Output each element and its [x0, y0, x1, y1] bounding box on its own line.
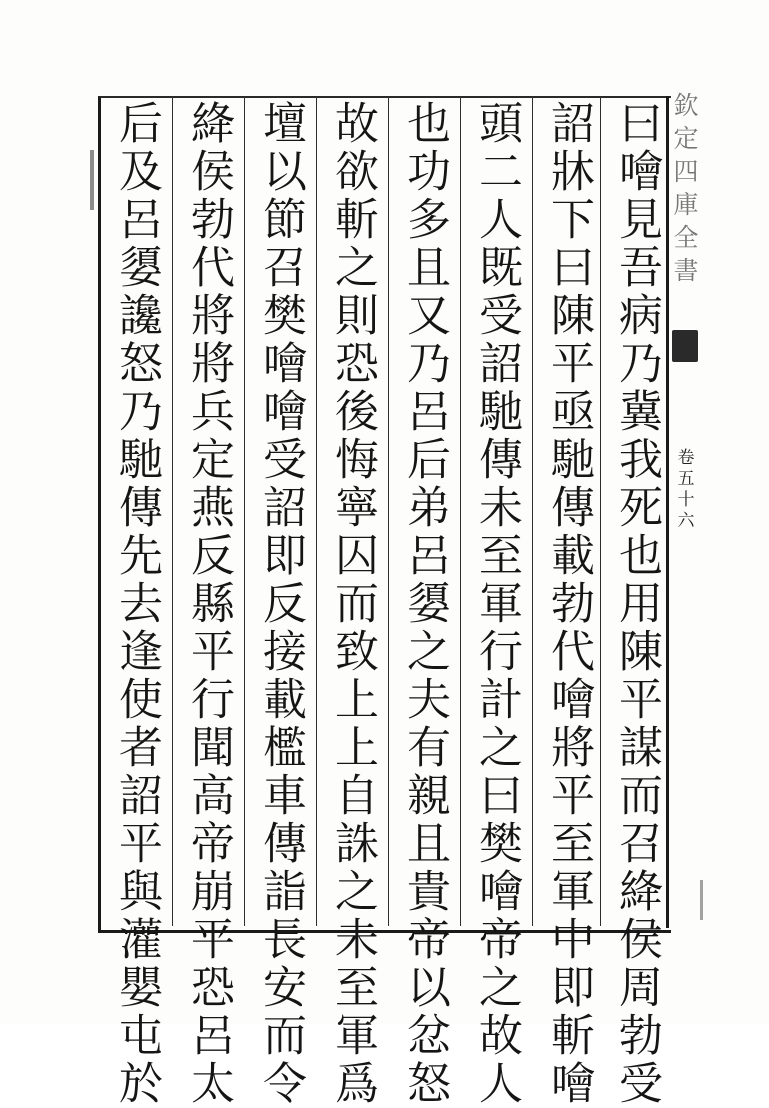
column-rule: [460, 96, 461, 926]
column-rule: [316, 96, 317, 926]
text-column-7: [174, 100, 242, 1108]
text-column-1: [602, 100, 670, 1108]
column-text: 頭二人既受詔馳傳未至軍行計之曰樊噲帝之故人: [471, 100, 522, 1108]
column-rule: [172, 96, 173, 926]
column-text: 故欲斬之則恐後悔寧囚而致上上自誅之未至軍爲: [327, 100, 378, 1108]
column-text: 后及呂嬃讒怒乃馳傳先去逢使者詔平與灌嬰屯於: [111, 100, 162, 1108]
column-rule: [244, 96, 245, 926]
text-column-6: [246, 100, 314, 1108]
text-column-5: [318, 100, 386, 1108]
text-column-3: [462, 100, 530, 1108]
book-title-text: 欽定四庫全書: [670, 92, 699, 290]
juan-number-text: 卷五十六: [673, 448, 694, 532]
column-text: 詔牀下曰陳平亟馳傳載勃代噲將平至軍中即斬噲: [543, 100, 594, 1108]
text-column-8: [102, 100, 170, 1108]
fish-tail-mark: [672, 330, 698, 362]
text-column-4: [390, 100, 458, 1108]
column-rule: [532, 96, 533, 926]
column-text: 絳侯勃代將將兵定燕反縣平行聞高帝崩平恐呂太: [183, 100, 234, 1108]
scan-speck: [90, 150, 94, 210]
margin-juan: [670, 448, 698, 588]
scan-speck: [700, 880, 703, 920]
column-text: 壇以節召樊噲噲受詔即反接載檻車傳詣長安而令: [255, 100, 306, 1108]
column-text: 曰噲見吾病乃冀我死也用陳平謀而召絳侯周勃受: [611, 100, 662, 1108]
column-text: 也功多且又乃呂后弟呂嬃之夫有親且貴帝以忿怒: [399, 100, 450, 1108]
column-rule: [388, 96, 389, 926]
text-column-2: [534, 100, 602, 1108]
